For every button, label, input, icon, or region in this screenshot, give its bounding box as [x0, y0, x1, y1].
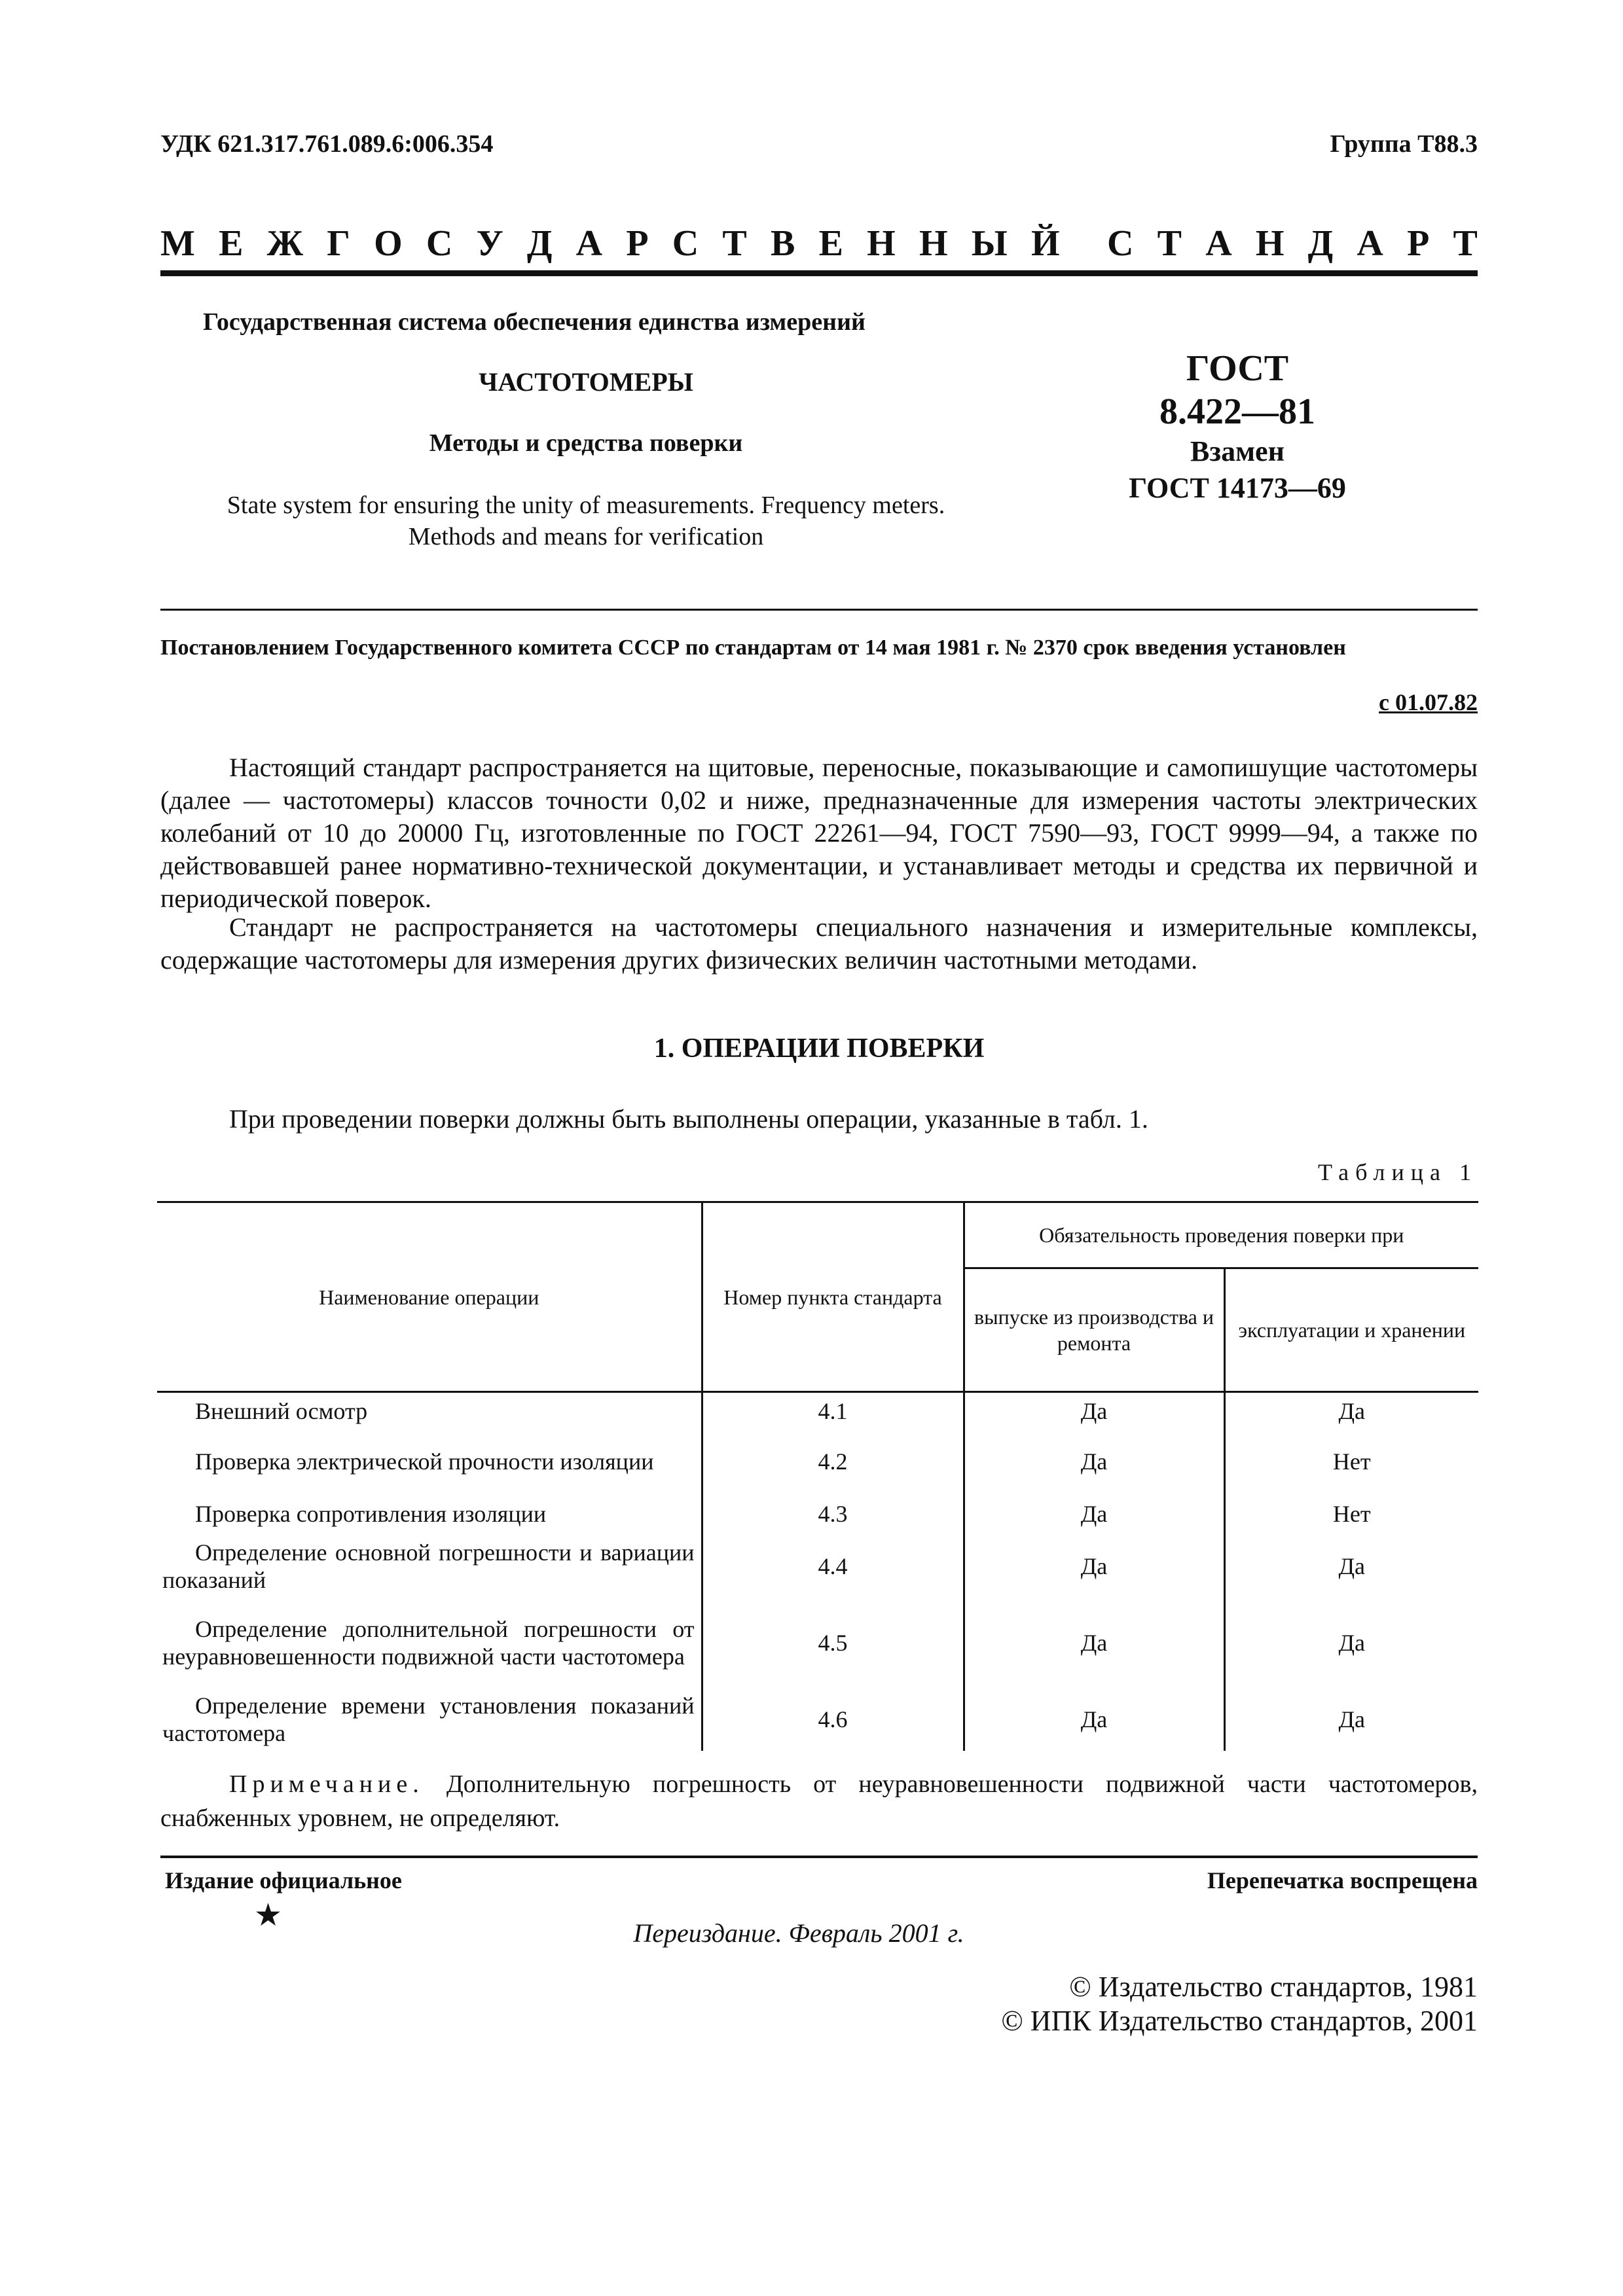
table-label: Таблица 1 [1318, 1159, 1478, 1185]
operation-name: Определение основной погрешности и вариации показаний [157, 1535, 702, 1598]
header-rule [160, 270, 1478, 276]
section-title: 1. ОПЕРАЦИИ ПОВЕРКИ [653, 1033, 985, 1064]
banner-letter: А [1205, 223, 1232, 264]
col-header-operation: эксплуатации и хранении [1224, 1268, 1478, 1392]
release-required: Да [964, 1392, 1224, 1430]
clause-number: 4.2 [702, 1430, 964, 1493]
reissue-note: Переиздание. Февраль 2001 г. [633, 1918, 964, 1948]
banner-letter: Е [818, 223, 843, 264]
clause-number: 4.4 [702, 1535, 964, 1598]
banner-letter: М [160, 223, 195, 264]
table-note [160, 1767, 1478, 1835]
col-header-clause: Номер пункта стандарта [702, 1202, 964, 1392]
operation-required: Нет [1332, 1500, 1371, 1527]
scope-paragraph: Стандарт не распространяется на частотомеры специального назначения и измерительные комплексы, содержащие частотомеры для измерения других физических величин частотными методами. [160, 912, 1478, 975]
table-row [157, 1688, 1478, 1751]
english-title-line: State system for ensuring the unity of measurements. Frequency meters. [227, 492, 945, 519]
banner-letter: Р [626, 223, 649, 264]
operation-name: Определение времени установления показаний частотомера [157, 1688, 702, 1751]
banner-letter: О [374, 223, 403, 264]
banner-letter: С [426, 223, 453, 264]
banner-letter: А [1357, 223, 1383, 264]
table-row [157, 1430, 1478, 1493]
intro-paragraph: Настоящий стандарт распространяется на щитовые, переносные, показывающие и самопишущие частотомеры (далее — частотомеры) классов точности 0,02 и ниже, предназначенные для измерения частоты электрических колебаний от 10 до 20000 Гц, изготовленные по ГОСТ 22261—94, ГОСТ 7590—93, ГОСТ 9999—94, а также по действовавшей ранее нормативно-технической документации, и устанавливает методы и средства их первичной и периодической поверок. [160, 753, 1478, 913]
col-header-group: Обязательность проведения поверки при [964, 1202, 1478, 1268]
banner-letter: В [771, 223, 795, 264]
banner-letter: Е [219, 223, 244, 264]
operation-required: Нет [1332, 1448, 1371, 1475]
english-title [160, 490, 1012, 552]
operation-required: Да [1338, 1629, 1366, 1656]
official-edition: Издание официальное [165, 1867, 402, 1893]
banner-letter: А [575, 223, 603, 264]
clause-number: 4.1 [702, 1392, 964, 1430]
banner-letter: С [1106, 223, 1134, 264]
clause-number: 4.3 [702, 1493, 964, 1535]
banner-letter: Т [1157, 223, 1182, 264]
banner-letter: С [672, 223, 699, 264]
banner-letter: Ж [266, 223, 304, 264]
document-title: ЧАСТОТОМЕРЫ [479, 367, 693, 397]
replaces-number: ГОСТ 14173—69 [1129, 472, 1346, 504]
banner-letter: Ы [971, 223, 1008, 264]
banner-letter: Г [327, 223, 350, 264]
operation-name: Проверка сопротивления изоляции [157, 1493, 702, 1535]
clause-number: 4.5 [702, 1598, 964, 1688]
table-row [157, 1493, 1478, 1535]
group-code: Группа Т88.3 [1330, 130, 1478, 158]
release-required: Да [964, 1535, 1224, 1598]
section-lead: При проведении поверки должны быть выполнены операции, указанные в табл. 1. [229, 1104, 1148, 1134]
document-subtitle: Методы и средства поверки [429, 429, 743, 457]
gost-number: 8.422—81 [1159, 391, 1315, 432]
operation-required: Да [1338, 1706, 1366, 1732]
release-required: Да [964, 1430, 1224, 1493]
interstate-standard-banner [160, 223, 1478, 264]
reprint-prohibited: Перепечатка воспрещена [1207, 1867, 1478, 1893]
release-required: Да [964, 1598, 1224, 1688]
table-row [157, 1392, 1478, 1430]
footer-rule [160, 1856, 1478, 1858]
table-row [157, 1598, 1478, 1688]
copyright-block [1001, 1970, 1478, 2038]
banner-letter: Р [1407, 223, 1430, 264]
col-header-release: выпуске из производства и ремонта [964, 1268, 1224, 1392]
clause-number: 4.6 [702, 1688, 964, 1751]
operation-required: Да [1338, 1398, 1366, 1425]
banner-letter: Н [919, 223, 948, 264]
series-title: Государственная система обеспечения единства измерений [203, 308, 866, 336]
english-title-line: Methods and means for verification [408, 523, 764, 550]
udk-code: УДК 621.317.761.089.6:006.354 [160, 130, 494, 158]
gost-label: ГОСТ [1186, 348, 1289, 389]
decree-date: с 01.07.82 [1379, 689, 1478, 715]
release-required: Да [964, 1493, 1224, 1535]
banner-letter: Д [1307, 223, 1334, 264]
replaces-label: Взамен [1190, 435, 1285, 467]
copyright-line: © ИПК Издательство стандартов, 2001 [1001, 2005, 1478, 2037]
col-header-name: Наименование операции [157, 1202, 702, 1392]
banner-letter: Н [867, 223, 896, 264]
operation-name: Внешний осмотр [157, 1392, 702, 1430]
banner-letter: Т [722, 223, 747, 264]
decree-text: Постановлением Государственного комитета СССР по стандартам от 14 мая 1981 г. № 2370 срок введения установлен [160, 636, 1346, 660]
banner-letter: У [476, 223, 503, 264]
banner-letter: Т [1453, 223, 1478, 264]
table-row [157, 1535, 1478, 1598]
banner-letter: Й [1030, 223, 1060, 264]
star-icon: ★ [254, 1898, 283, 1933]
gost-designation [1074, 347, 1401, 507]
note-text: Дополнительную погрешность от неуравновешенности подвижной части частотомеров, снабженных уровнем, не определяют. [160, 1770, 1478, 1832]
title-rule [160, 609, 1478, 611]
banner-letter: Д [526, 223, 553, 264]
copyright-line: © Издательство стандартов, 1981 [1069, 1971, 1478, 2003]
note-label: Примечание. [229, 1770, 424, 1798]
release-required: Да [964, 1688, 1224, 1751]
operation-required: Да [1338, 1552, 1366, 1579]
operation-name: Проверка электрической прочности изоляции [157, 1430, 702, 1493]
banner-letter: Н [1255, 223, 1285, 264]
operations-table [157, 1201, 1478, 1751]
operation-name: Определение дополнительной погрешности от неуравновешенности подвижной части частотомера [157, 1598, 702, 1688]
